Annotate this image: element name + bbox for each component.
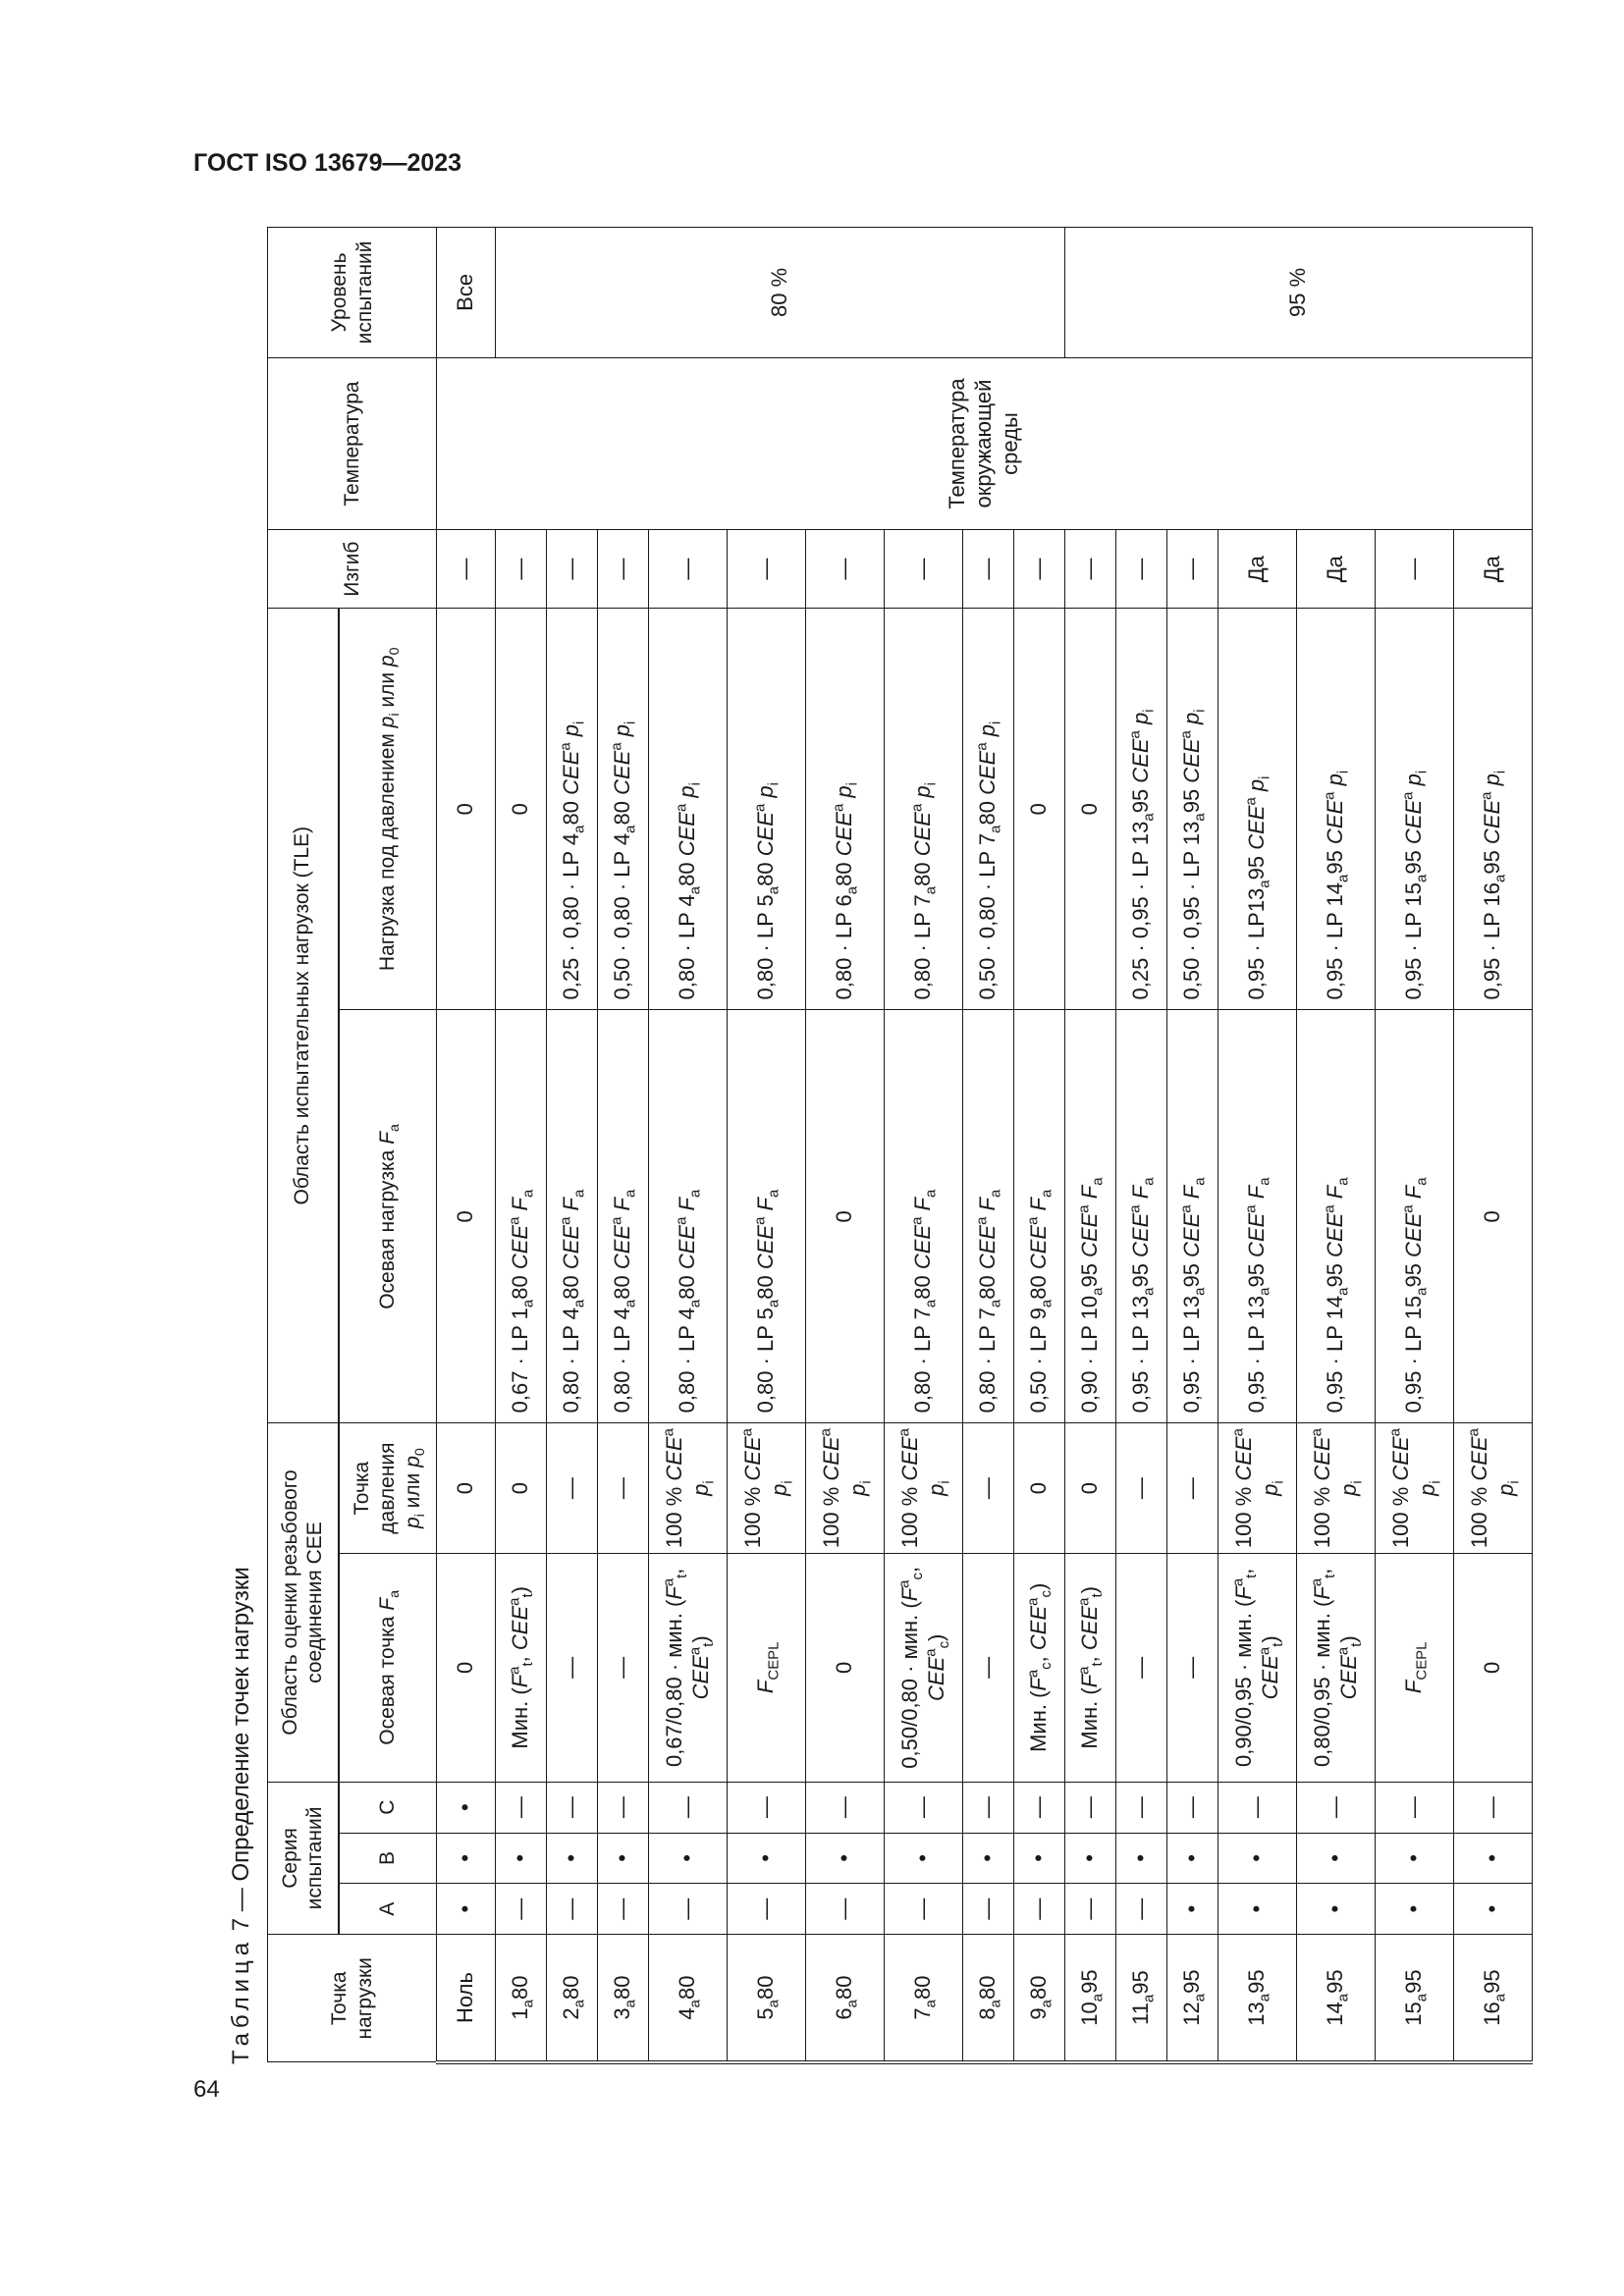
cell-axial-point: 0: [1454, 1553, 1533, 1782]
cell-bend: —: [963, 530, 1014, 609]
cell-point: $5_a80$: [728, 1935, 806, 2062]
cell-point: Ноль: [437, 1935, 496, 2062]
cell-series-b: •: [437, 1833, 496, 1884]
cell-pressure-point: 100 % CEE$^a$ $p_i$: [649, 1423, 728, 1554]
cell-bend: —: [1167, 530, 1218, 609]
cell-series-b: •: [1454, 1833, 1533, 1884]
cell-series-c: —: [1218, 1782, 1297, 1833]
cell-series-b: •: [1167, 1833, 1218, 1884]
cell-axial-point: $F_{CEPL}$: [1376, 1553, 1454, 1782]
cell-series-a: —: [1065, 1884, 1116, 1935]
cell-level-95: 95 %: [1065, 228, 1533, 358]
col-header-series-c: C: [339, 1782, 437, 1833]
cell-axial-load: 0,95 · LP $13_a95$ CEE$^a$ $F_a$: [1116, 1010, 1167, 1423]
col-header-axial-point: Осевая точка $F_a$: [339, 1553, 437, 1782]
cell-bend: Да: [1218, 530, 1297, 609]
cell-point: $12_a95$: [1167, 1935, 1218, 2062]
cell-pressure-point: 100 % CEE$^a$ $p_i$: [885, 1423, 963, 1554]
cell-point: $7_a80$: [885, 1935, 963, 2062]
col-header-temp: Температура: [268, 357, 437, 529]
cell-series-a: •: [1454, 1884, 1533, 1935]
cell-pressure-load: 0: [1014, 609, 1065, 1010]
cell-bend: —: [1116, 530, 1167, 609]
cell-pressure-point: 100 % CEE$^a$ $p_i$: [1376, 1423, 1454, 1554]
cell-axial-load: 0: [1454, 1010, 1533, 1423]
cell-axial-point: 0: [437, 1553, 496, 1782]
cell-axial-load: 0,80 · LP $4_a80$ CEE$^a$ $F_a$: [598, 1010, 649, 1423]
cell-axial-load: 0,80 · LP $5_a80$ CEE$^a$ $F_a$: [728, 1010, 806, 1423]
cell-series-a: —: [728, 1884, 806, 1935]
cell-series-b: •: [1065, 1833, 1116, 1884]
cell-pressure-point: —: [1167, 1423, 1218, 1554]
cell-point: $8_a80$: [963, 1935, 1014, 2062]
cell-pressure-load: 0,95 · LP $14_a95$ CEE$^a$ $p_i$: [1297, 609, 1376, 1010]
cell-point: $2_a80$: [547, 1935, 598, 2062]
cell-level-80: 80 %: [496, 228, 1065, 358]
cell-series-a: •: [1297, 1884, 1376, 1935]
cell-series-c: —: [496, 1782, 547, 1833]
table-body: [437, 228, 1533, 2063]
cell-point: $4_a80$: [649, 1935, 728, 2062]
col-header-pressure-point: Точка давления $p_i$ или $p_0$: [339, 1423, 437, 1554]
cell-series-a: •: [1376, 1884, 1454, 1935]
cell-bend: —: [598, 530, 649, 609]
cell-series-a: •: [1167, 1884, 1218, 1935]
cell-series-c: —: [547, 1782, 598, 1833]
cell-point: $10_a95$: [1065, 1935, 1116, 2062]
caption-text: 7 — Определение точек нагрузки: [228, 1567, 254, 1932]
cell-bend: Да: [1454, 530, 1533, 609]
cell-axial-load: 0,80 · LP $7_a80$ CEE$^a$ $F_a$: [963, 1010, 1014, 1423]
cell-pressure-load: 0,25 · 0,95 · LP $13_a95$ CEE$^a$ $p_i$: [1116, 609, 1167, 1010]
cell-axial-point: —: [963, 1553, 1014, 1782]
col-header-level: Уровень испытаний: [268, 228, 437, 358]
cell-axial-load: 0,95 · LP $13_a95$ CEE$^a$ $F_a$: [1167, 1010, 1218, 1423]
cell-pressure-load: 0,50 · 0,80 · LP $4_a80$ CEE$^a$ $p_i$: [598, 609, 649, 1010]
cell-series-c: —: [1167, 1782, 1218, 1833]
col-header-point: Точка нагрузки: [268, 1935, 437, 2062]
table-caption: [228, 1567, 255, 2064]
document-header: ГОСТ ISO 13679—2023: [193, 149, 462, 177]
cell-pressure-point: —: [963, 1423, 1014, 1554]
cell-pressure-load: 0,80 · LP $6_a80$ CEE$^a$ $p_i$: [806, 609, 885, 1010]
cell-pressure-load: 0,25 · 0,80 · LP $4_a80$ CEE$^a$ $p_i$: [547, 609, 598, 1010]
cell-series-c: —: [1014, 1782, 1065, 1833]
cell-point: $9_a80$: [1014, 1935, 1065, 2062]
cell-axial-point: 0: [806, 1553, 885, 1782]
cell-series-a: —: [1014, 1884, 1065, 1935]
cell-temperature: Температура окружающей среды: [437, 357, 1533, 529]
cell-pressure-point: 0: [1065, 1423, 1116, 1554]
cell-axial-point: $F_{CEPL}$: [728, 1553, 806, 1782]
cell-pressure-point: 0: [1014, 1423, 1065, 1554]
cell-point: $11_a95$: [1116, 1935, 1167, 2062]
cell-point: $13_a95$: [1218, 1935, 1297, 2062]
cell-bend: —: [547, 530, 598, 609]
cell-pressure-point: 0: [437, 1423, 496, 1554]
cell-series-b: •: [1218, 1833, 1297, 1884]
cell-axial-point: —: [1116, 1553, 1167, 1782]
cell-series-a: •: [437, 1884, 496, 1935]
col-header-series: Серия испытаний: [268, 1782, 339, 1934]
cell-pressure-point: 100 % CEE$^a$ $p_i$: [806, 1423, 885, 1554]
cell-pressure-point: —: [547, 1423, 598, 1554]
cell-axial-point: Мин. ($F^a_c$, $CEE^a_c$): [1014, 1553, 1065, 1782]
cell-axial-load: 0: [437, 1010, 496, 1423]
cell-series-b: •: [1014, 1833, 1065, 1884]
cell-bend: —: [806, 530, 885, 609]
cell-series-b: •: [547, 1833, 598, 1884]
cell-series-b: •: [598, 1833, 649, 1884]
table-row: [437, 228, 496, 2063]
cell-series-b: •: [728, 1833, 806, 1884]
cell-series-a: —: [547, 1884, 598, 1935]
cell-pressure-point: —: [1116, 1423, 1167, 1554]
cell-axial-point: —: [598, 1553, 649, 1782]
cell-axial-point: —: [1167, 1553, 1218, 1782]
cell-series-b: •: [1297, 1833, 1376, 1884]
cell-bend: —: [496, 530, 547, 609]
cell-series-b: •: [496, 1833, 547, 1884]
cell-bend: —: [1065, 530, 1116, 609]
cell-pressure-load: 0: [1065, 609, 1116, 1010]
cell-pressure-load: 0: [437, 609, 496, 1010]
col-header-series-b: B: [339, 1833, 437, 1884]
cell-axial-load: 0,50 · LP $9_a80$ CEE$^a$ $F_a$: [1014, 1010, 1065, 1423]
cell-series-c: —: [885, 1782, 963, 1833]
cell-series-a: —: [963, 1884, 1014, 1935]
cell-bend: —: [885, 530, 963, 609]
cell-series-c: •: [437, 1782, 496, 1833]
col-header-tle: Область испытательных нагрузок (TLE): [268, 609, 339, 1423]
cell-pressure-point: 100 % CEE$^a$ $p_i$: [1218, 1423, 1297, 1554]
cell-series-b: •: [649, 1833, 728, 1884]
cell-series-c: —: [1454, 1782, 1533, 1833]
cell-series-a: —: [649, 1884, 728, 1935]
caption-prefix: Таблица: [228, 1937, 254, 2064]
cell-pressure-point: 0: [496, 1423, 547, 1554]
cell-series-c: —: [728, 1782, 806, 1833]
cell-axial-load: 0,80 · LP $7_a80$ CEE$^a$ $F_a$: [885, 1010, 963, 1423]
cell-point: $1_a80$: [496, 1935, 547, 2062]
cell-series-b: •: [806, 1833, 885, 1884]
cell-axial-point: Мин. ($F^a_t$, $CEE^a_t$): [1065, 1553, 1116, 1782]
cell-series-b: •: [963, 1833, 1014, 1884]
cell-series-a: —: [885, 1884, 963, 1935]
cell-bend: —: [728, 530, 806, 609]
cell-axial-load: 0,95 · LP $14_a95$ CEE$^a$ $F_a$: [1297, 1010, 1376, 1423]
col-header-series-a: A: [339, 1884, 437, 1935]
cell-axial-point: 0,67/0,80 · мин. ($F^a_t$, $CEE^a_t$): [649, 1553, 728, 1782]
load-points-table: [267, 227, 1533, 2064]
cell-bend: —: [1376, 530, 1454, 609]
cell-pressure-load: 0,50 · 0,80 · LP $7_a80$ CEE$^a$ $p_i$: [963, 609, 1014, 1010]
cell-pressure-point: —: [598, 1423, 649, 1554]
cell-axial-load: 0,95 · LP $13_a95$ CEE$^a$ $F_a$: [1218, 1010, 1297, 1423]
cell-series-c: —: [1065, 1782, 1116, 1833]
cell-series-c: —: [1116, 1782, 1167, 1833]
cell-series-a: —: [1116, 1884, 1167, 1935]
cell-pressure-point: 100 % CEE$^a$ $p_i$: [1297, 1423, 1376, 1554]
cell-series-a: —: [598, 1884, 649, 1935]
cell-series-c: —: [649, 1782, 728, 1833]
cell-axial-point: 0,80/0,95 · мин. ($F^a_t$, $CEE^a_t$): [1297, 1553, 1376, 1782]
cell-level-all: Все: [437, 228, 496, 358]
cell-series-a: —: [496, 1884, 547, 1935]
cell-series-b: •: [1116, 1833, 1167, 1884]
cell-axial-load: 0: [806, 1010, 885, 1423]
cell-pressure-load: $0,95 \cdot LP13_a95$ CEE$^a$ $p_i$: [1218, 609, 1297, 1010]
cell-axial-load: 0,80 · LP $4_a80$ CEE$^a$ $F_a$: [547, 1010, 598, 1423]
cell-bend: —: [437, 530, 496, 609]
cell-series-b: •: [1376, 1833, 1454, 1884]
cell-axial-point: Мин. ($F^a_t$, $CEE^a_t$): [496, 1553, 547, 1782]
cell-point: $6_a80$: [806, 1935, 885, 2062]
cell-pressure-load: 0,80 · LP $5_a80$ CEE$^a$ $p_i$: [728, 609, 806, 1010]
cell-pressure-point: 100 % CEE$^a$ $p_i$: [1454, 1423, 1533, 1554]
cell-pressure-load: 0: [496, 609, 547, 1010]
cell-axial-point: 0,50/0,80 · мин. ($F^a_c$, $CEE^a_c$): [885, 1553, 963, 1782]
cell-series-a: •: [1218, 1884, 1297, 1935]
rotated-table-block: [228, 227, 1522, 2064]
cell-pressure-load: 0,80 · LP $7_a80$ CEE$^a$ $p_i$: [885, 609, 963, 1010]
cell-bend: —: [1014, 530, 1065, 609]
col-header-bend: Изгиб: [268, 530, 437, 609]
cell-pressure-load: 0,95 · LP $16_a95$ CEE$^a$ $p_i$: [1454, 609, 1533, 1010]
cell-point: $16_a95$: [1454, 1935, 1533, 2062]
cell-series-a: —: [806, 1884, 885, 1935]
cell-series-c: —: [963, 1782, 1014, 1833]
cell-point: $15_a95$: [1376, 1935, 1454, 2062]
col-header-pressure-load: Нагрузка под давлением $p_i$ или $p_0$: [339, 609, 437, 1010]
page-number: 64: [193, 2076, 220, 2103]
col-header-axial-load: Осевая нагрузка $F_a$: [339, 1010, 437, 1423]
cell-pressure-load: 0,95 · LP $15_a95$ CEE$^a$ $p_i$: [1376, 609, 1454, 1010]
cell-pressure-load: 0,80 · LP $4_a80$ CEE$^a$ $p_i$: [649, 609, 728, 1010]
cell-point: $3_a80$: [598, 1935, 649, 2062]
cell-axial-load: 0,95 · LP $15_a95$ CEE$^a$ $F_a$: [1376, 1010, 1454, 1423]
cell-axial-load: 0,67 · LP $1_a80$ CEE$^a$ $F_a$: [496, 1010, 547, 1423]
cell-axial-point: 0,90/0,95 · мин. ($F^a_t$, $CEE^a_t$): [1218, 1553, 1297, 1782]
cell-pressure-point: 100 % CEE$^a$ $p_i$: [728, 1423, 806, 1554]
cell-pressure-load: 0,50 · 0,95 · LP $13_a95$ CEE$^a$ $p_i$: [1167, 609, 1218, 1010]
cell-series-c: —: [806, 1782, 885, 1833]
cell-series-b: •: [885, 1833, 963, 1884]
col-header-cee: Область оценки резьбового соединения CEE: [268, 1423, 339, 1782]
cell-axial-load: 0,80 · LP $4_a80$ CEE$^a$ $F_a$: [649, 1010, 728, 1423]
cell-axial-load: 0,90 · LP $10_a95$ CEE$^a$ $F_a$: [1065, 1010, 1116, 1423]
cell-point: $14_a95$: [1297, 1935, 1376, 2062]
cell-series-c: —: [1297, 1782, 1376, 1833]
cell-series-c: —: [598, 1782, 649, 1833]
cell-axial-point: —: [547, 1553, 598, 1782]
cell-series-c: —: [1376, 1782, 1454, 1833]
cell-bend: Да: [1297, 530, 1376, 609]
cell-bend: —: [649, 530, 728, 609]
